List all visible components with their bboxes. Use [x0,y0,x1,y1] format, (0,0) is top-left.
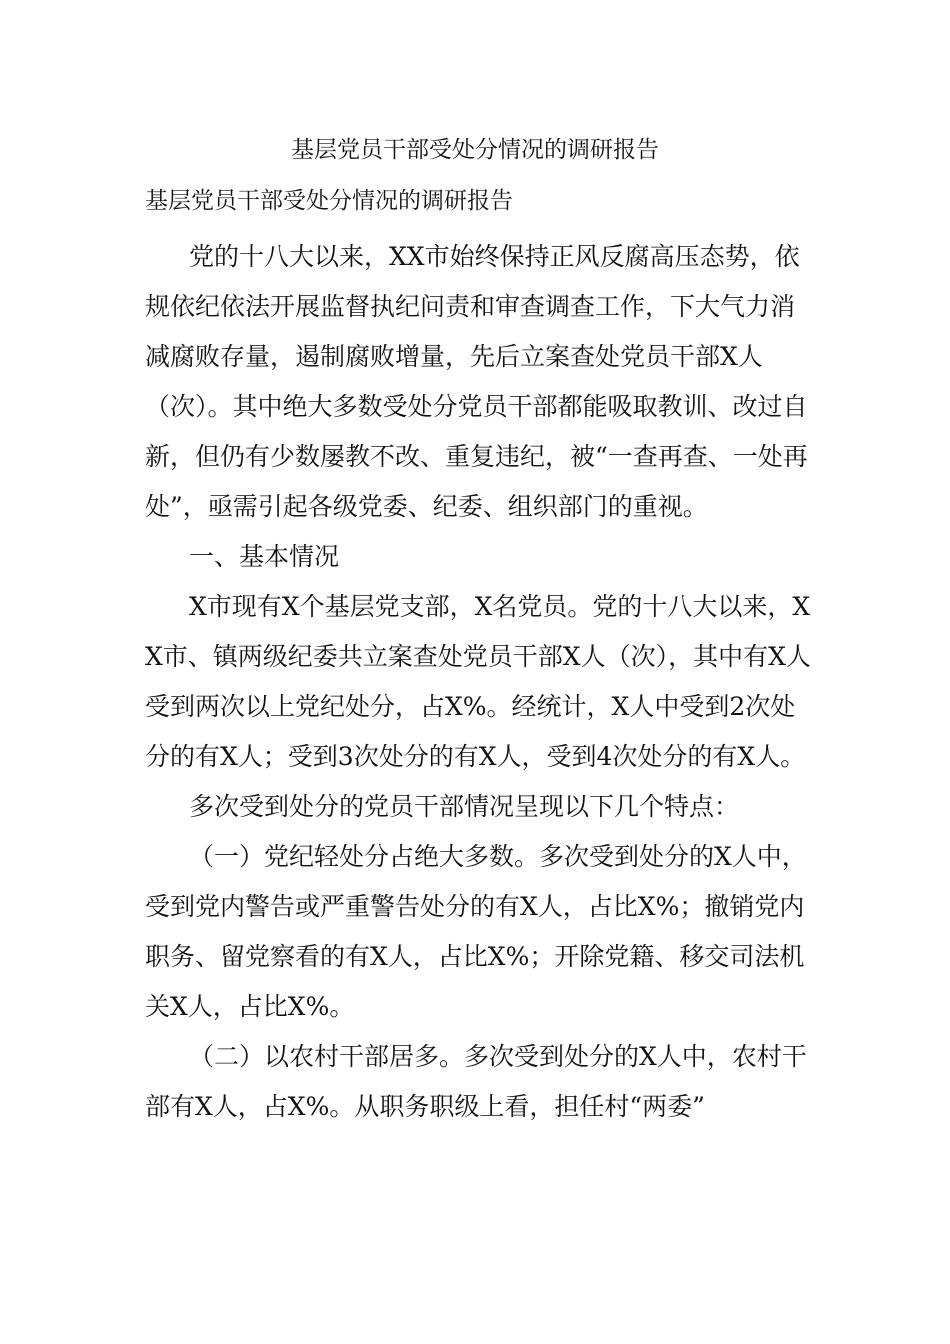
section-heading-basic-situation: 一、基本情况 [189,542,340,571]
document-title: 基层党员干部受处分情况的调研报告 [291,137,659,163]
paragraph-intro: 党的十八大以来，XX市始终保持正风反腐高压态势，依规依纪依法开展监督执纪问责和审查调查工作，下大气力消减腐败存量，遏制腐败增量，先后立案查处党员干部X人（次）。其中绝大多数受处分党员干部都能吸取教训、改过自新，但仍有少数屡教不改、重复违纪，被“一查再查、一处再处”，亟需引起各级党委、纪委、组织部门的重视。 [145,242,808,521]
document-body [145,232,815,1132]
document-subtitle: 基层党员干部受处分情况的调研报告 [145,188,513,214]
paragraph-characteristic-2: （二）以农村干部居多。多次受到处分的X人中，农村干部有X人，占X%。从职务职级上看，担任村“两委” [145,1042,807,1121]
paragraph-characteristic-1: （一）党纪轻处分占绝大多数。多次受到处分的X人中，受到党内警告或严重警告处分的有X人，占比X%；撤销党内职务、留党察看的有X人，占比X%；开除党籍、移交司法机关X人，占比X%。 [145,842,807,1021]
paragraph-characteristics-intro: 多次受到处分的党员干部情况呈现以下几个特点： [189,792,740,821]
paragraph-basic-situation: X市现有X个基层党支部，X名党员。党的十八大以来，XX市、镇两级纪委共立案查处党员干部X人（次），其中有X人受到两次以上党纪处分，占X%。经统计，X人中受到2次处分的有X人；受到3次处分的有X人，受到4次处分的有X人。 [145,592,811,771]
